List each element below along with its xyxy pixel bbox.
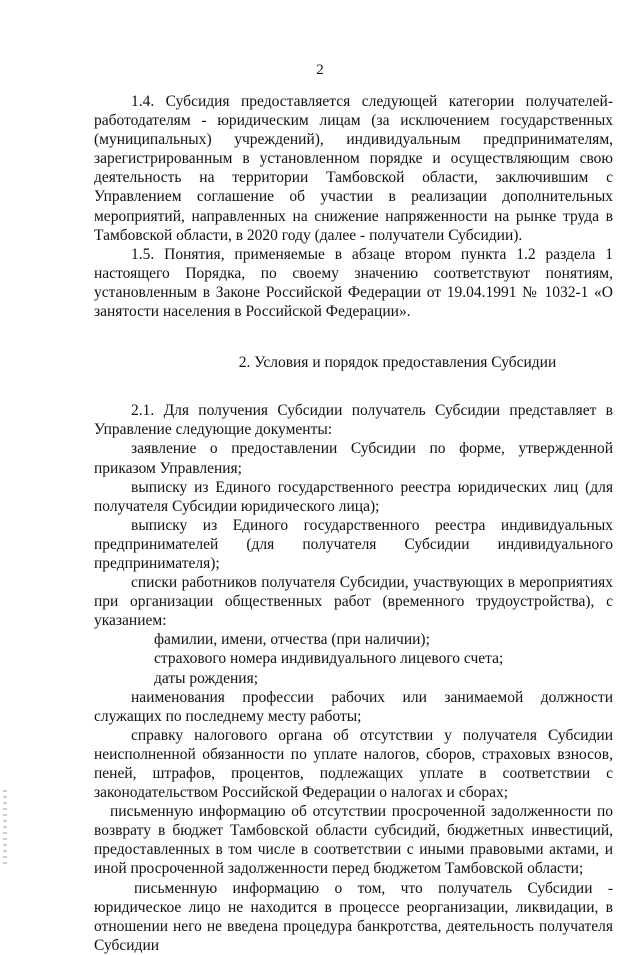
sub-item-names: фамилии, имени, отчества (при наличии); (154, 631, 430, 649)
doc-item-egrul: выписку из Единого государственного реестра юридических лиц (для получателя Субсидии юридического лица); (94, 478, 613, 515)
scan-margin-mark (3, 790, 7, 865)
doc-item-egrip: выписку из Единого государственного реестра индивидуальных предпринимателей (для получателя Субсидии индивидуального предпринимателя); (94, 516, 613, 572)
section-2-heading: 2. Условия и порядок предоставления Субсидии (238, 354, 557, 372)
doc-item-tax-certificate: справку налогового органа об отсутствии у получателя Субсидии неисполненной обязанности по уплате налогов, сборов, страховых взносов, пеней, штрафов, процентов, подлежащих уплате в соответствии с законодательством Российской Федерации о налогах и сборах; (94, 726, 613, 802)
paragraph-2-1: 2.1. Для получения Субсидии получатель Субсидии представляет в Управление следующие документы: (94, 402, 613, 439)
doc-item-application: заявление о предоставлении Субсидии по форме, утвержденной приказом Управления; (94, 440, 613, 477)
paragraph-1-4: 1.4. Субсидия предоставляется следующей категории получателей-работодателям - юридическим лицам (за исключением государственных (муниципальных) учреждений), индивидуальным предпринимателям, зарегистрированным в установленном порядке и осуществляющим свою деятельность на территории Тамбовской области, заключившим с Управлением соглашение об участии в реализации дополнительных мероприятий, направленных на снижение напряженности на рынке труда в Тамбовской области, в 2020 году (далее - получатели Субсидии). (94, 93, 613, 244)
document-body (94, 92, 613, 955)
doc-item-reorganization-info: письменную информацию о том, что получатель Субсидии - юридическое лицо не находится в процессе реорганизации, ликвидации, в отношении него не введена процедура банкротства, деятельность получателя Субсидии (94, 879, 613, 954)
doc-item-no-debt-info: письменную информацию об отсутствии просроченной задолженности по возврату в бюджет Тамбовской области субсидий, бюджетных инвестиций, предоставленных в том числе в соответствии с иными правовыми актами, и иной просроченной задолженности перед бюджетом Тамбовской области; (94, 803, 613, 878)
sub-item-snils: страхового номера индивидуального лицевого счета; (154, 650, 504, 668)
sub-item-birth-date: даты рождения; (154, 669, 259, 687)
page-number: 2 (316, 62, 324, 78)
doc-item-employee-lists: списки работников получателя Субсидии, участвующих в мероприятиях при организации общественных работ (временного трудоустройства), с указанием: (94, 574, 613, 630)
sub-item-profession: наименования профессии рабочих или занимаемой должности служащих по последнему месту работы; (94, 688, 613, 725)
paragraph-1-5: 1.5. Понятия, применяемые в абзаце втором пункта 1.2 раздела 1 настоящего Порядка, по своему значению соответствуют понятиям, установленным в Законе Российской Федерации от 19.04.1991 № 1032-1 «О занятости населения в Российской Федерации». (94, 245, 613, 321)
